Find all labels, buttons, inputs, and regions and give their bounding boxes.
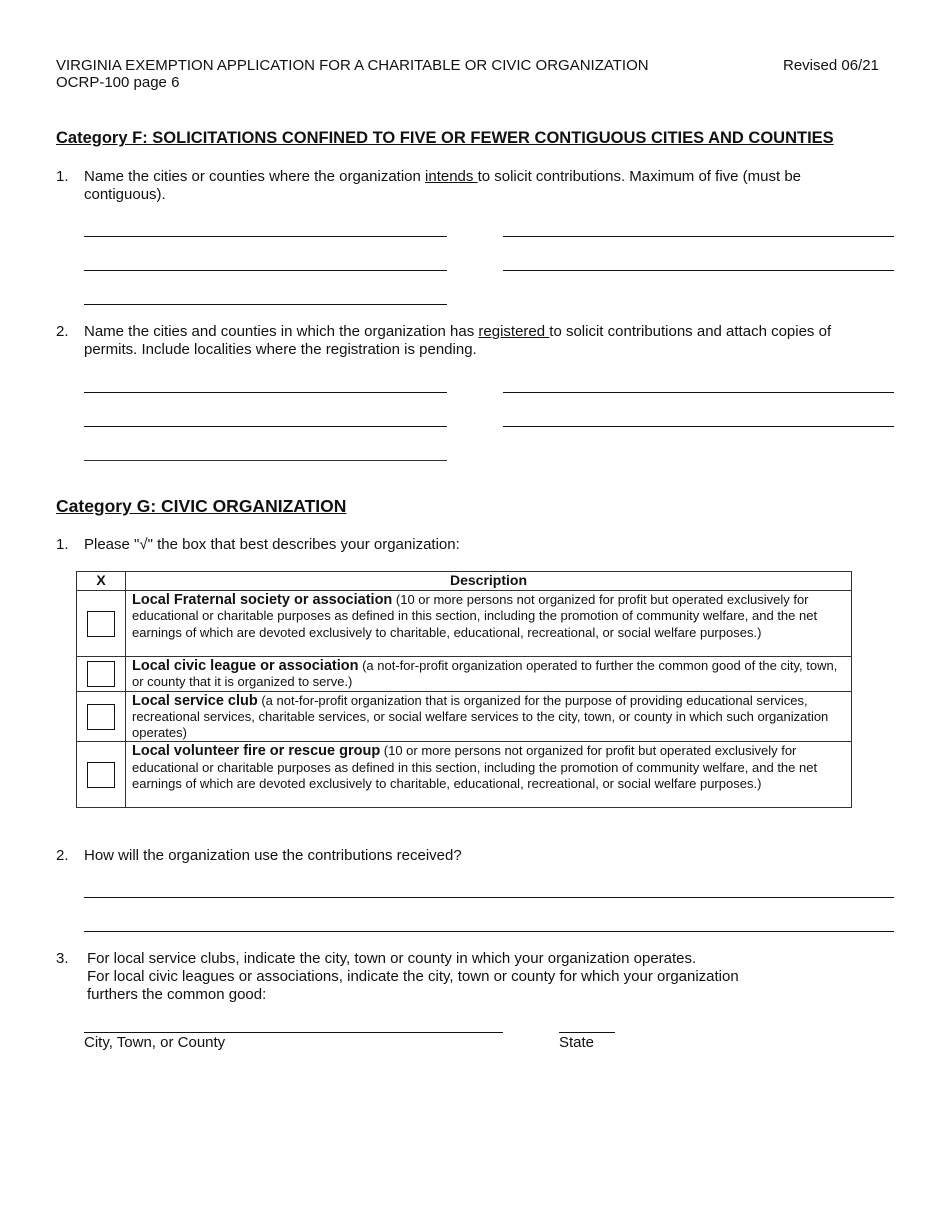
fraternal-society-title: Local Fraternal society or association xyxy=(132,592,393,608)
category-g-q2-number: 2. xyxy=(56,847,69,864)
registered-line-4[interactable] xyxy=(503,426,894,427)
q2-text-after: to solicit contributions and attach copies of permits. Include localities where the registration is pending. xyxy=(84,323,832,358)
civic-league-title: Local civic league or association xyxy=(132,658,359,674)
state-line[interactable] xyxy=(559,1032,615,1033)
category-f-q2-number: 2. xyxy=(56,323,69,340)
form-title: VIRGINIA EXEMPTION APPLICATION FOR A CHARITABLE OR CIVIC ORGANIZATION xyxy=(56,57,649,74)
city-county-line-2[interactable] xyxy=(503,236,894,237)
fraternal-society-checkbox[interactable] xyxy=(87,611,115,637)
category-g-heading: Category G: CIVIC ORGANIZATION xyxy=(56,496,347,516)
category-g-q3-line-2: For local civic leagues or associations, indicate the city, town or county for which your organization xyxy=(87,968,739,985)
fire-rescue-description xyxy=(126,742,852,808)
column-header-x: X xyxy=(77,572,126,591)
category-g-q2-text: How will the organization use the contributions received? xyxy=(84,847,462,864)
q2-underlined-registered: registered xyxy=(478,323,550,340)
q1-text-after: to solicit contributions. Maximum of five (must be contiguous). xyxy=(84,168,802,203)
category-g-prefix: Category G xyxy=(56,496,151,516)
revision-date: Revised 06/21 xyxy=(783,57,879,74)
civic-league-checkbox[interactable] xyxy=(87,661,115,687)
fire-rescue-detail: (10 or more persons not organized for profit but operated exclusively for educational or charitable purposes as defined in this section, including the promotion of community welfare, and the net earnings of which are devoted exclusively to charitable, educational, recreational, or social welfare purposes.) xyxy=(132,743,818,792)
table-row xyxy=(77,591,852,657)
contributions-use-line-2[interactable] xyxy=(84,931,894,932)
q1-text-before: Name the cities or counties where the organization xyxy=(84,168,426,185)
city-county-line-5[interactable] xyxy=(84,304,447,305)
category-g-q3-line-3: furthers the common good: xyxy=(87,986,267,1003)
registered-line-1[interactable] xyxy=(84,392,447,393)
category-g-q3-number: 3. xyxy=(56,950,69,967)
fire-rescue-checkbox[interactable] xyxy=(87,762,115,788)
city-town-county-label: City, Town, or County xyxy=(84,1034,226,1051)
service-club-detail: (a not-for-profit organization that is organized for the purpose of providing educational services, recreational services, charitable services, or social welfare services to the city, town, or county in which such organization operates) xyxy=(132,692,829,741)
category-f-heading: Category F: SOLICITATIONS CONFINED TO FIVE OR FEWER CONTIGUOUS CITIES AND COUNTIES xyxy=(56,129,834,147)
fraternal-society-detail: (10 or more persons not organized for profit but operated exclusively for educational or charitable purposes as defined in this section, including the promotion of community welfare, and the net earnings of which are devoted exclusively to charitable, educational, recreational, or social welfare purposes.) xyxy=(132,592,818,640)
category-g-q1-number: 1. xyxy=(56,536,69,553)
registered-line-5[interactable] xyxy=(84,460,447,461)
registered-line-2[interactable] xyxy=(503,392,894,393)
city-county-line-1[interactable] xyxy=(84,236,447,237)
service-club-checkbox[interactable] xyxy=(87,704,115,730)
city-county-line-4[interactable] xyxy=(503,270,894,271)
column-header-description: Description xyxy=(126,572,852,591)
service-club-description xyxy=(126,691,852,742)
contributions-use-line-1[interactable] xyxy=(84,897,894,898)
table-row xyxy=(77,691,852,742)
category-f-title: SOLICITATIONS CONFINED TO FIVE OR FEWER CONTIGUOUS CITIES AND COUNTIES xyxy=(152,129,834,147)
service-club-title: Local service club xyxy=(132,692,258,709)
civic-league-detail: (a not-for-profit organization operated to further the common good of the city, town, or county that it is organized to serve.) xyxy=(132,658,838,690)
city-county-line-3[interactable] xyxy=(84,270,447,271)
category-f-q2-text xyxy=(84,323,874,359)
fraternal-society-description xyxy=(126,591,852,657)
category-f-q1-number: 1. xyxy=(56,168,69,185)
category-f-prefix: Category F xyxy=(56,129,143,147)
city-town-county-line[interactable] xyxy=(84,1032,503,1033)
civic-organization-table xyxy=(76,571,852,808)
form-page-number: OCRP-100 page 6 xyxy=(56,74,180,91)
fire-rescue-title: Local volunteer fire or rescue group xyxy=(132,743,381,760)
category-g-q3-line-1: For local service clubs, indicate the city, town or county in which your organization operates. xyxy=(87,950,697,967)
category-g-title: CIVIC ORGANIZATION xyxy=(161,496,347,516)
category-f-q1-text xyxy=(84,168,844,204)
registered-line-3[interactable] xyxy=(84,426,447,427)
table-header-row xyxy=(77,572,852,591)
table-row xyxy=(77,657,852,692)
q1-underlined-intends: intends xyxy=(425,168,478,185)
q2-text-before: Name the cities and counties in which the organization has xyxy=(84,323,479,340)
table-row xyxy=(77,742,852,808)
category-g-q1-text: Please "√" the box that best describes your organization: xyxy=(84,536,460,553)
state-label: State xyxy=(559,1034,595,1051)
civic-league-description xyxy=(126,657,852,692)
